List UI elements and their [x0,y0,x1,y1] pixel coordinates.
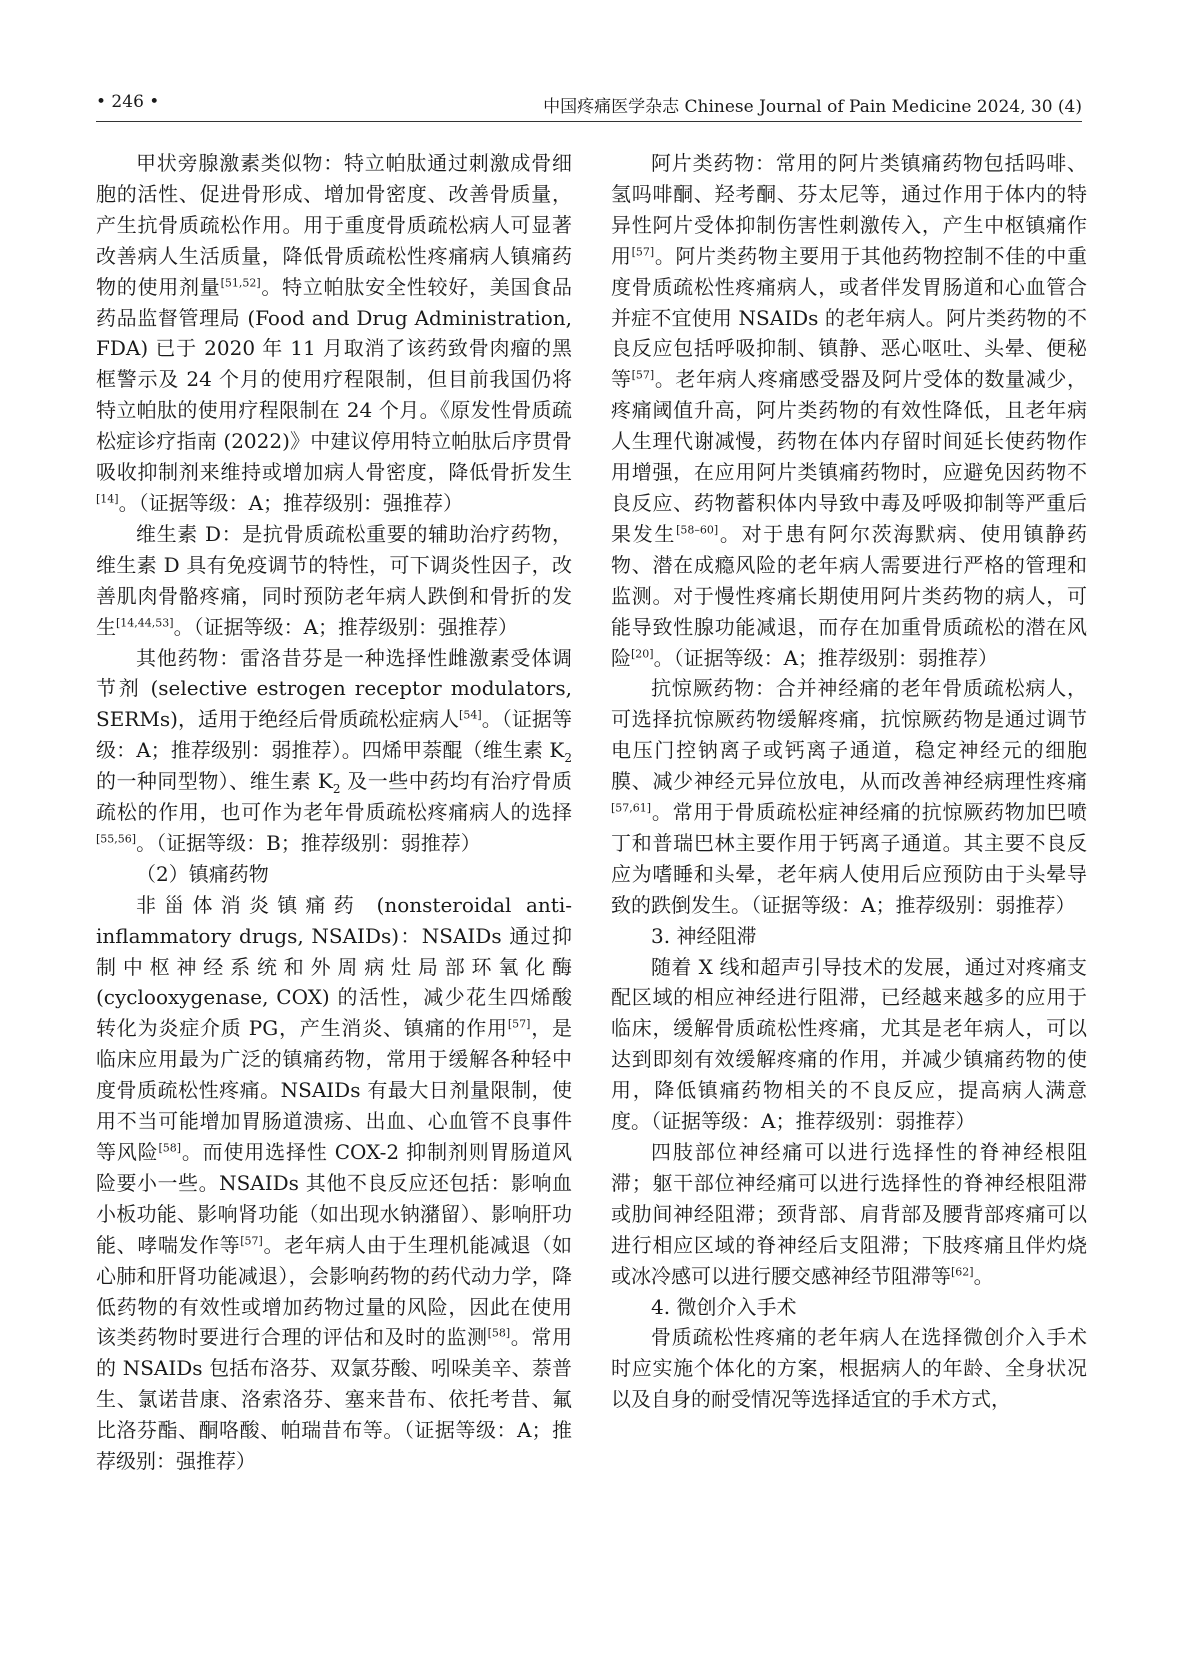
section-heading-analgesics: （2）镇痛药物 [136,861,269,886]
paragraph-nerve-block-sites: 四肢部位神经痛可以进行选择性的脊神经根阻滞；躯干部位神经痛可以进行选择性的脊神经根阻滞或肋间神经阻滞；颈背部、肩背部及腰背部疼痛可以进行相应区域的脊神经后支阻滞；下肢疼痛且伴灼烧或冰冷感可以进行腰交感神经节阻滞等[62]。 [611,1140,1087,1288]
citation: [58] [487,1326,511,1340]
subscript: 2 [332,782,341,797]
section-heading-nerve-block: 3. 神经阻滞 [651,923,757,948]
paragraph-nsaids: 非甾体消炎镇痛药 (nonsteroidal anti-inflammatory drugs, NSAIDs)：NSAIDs 通过抑制中枢神经系统和外周病灶局部环氧化酶 (cyclooxygenase, COX) 的活性，减少花生四烯酸转化为炎症介质 PG，产生消炎、镇痛的作用[57]，是临床应用最为广泛的镇痛药物，常用于缓解各种轻中度骨质疏松性疼痛。NSAIDs 有最大日剂量限制，使用不当可能增加胃肠道溃疡、出血、心血管不良事件等风险[58]。而使用选择性 COX-2 抑制剂则胃肠道风险要小一些。NSAIDs 其他不良反应还包括：影响血小板功能、影响肾功能（如出现水钠潴留）、影响肝功能、哮喘发作等[57]。老年病人由于生理机能减退（如心肺和肝肾功能减退），会影响药物的药代动力学，降低药物的有效性或增加药物过量的风险，因此在使用该类药物时要进行合理的评估和及时的监测[58]。常用的 NSAIDs 包括布洛芬、双氯芬酸、吲哚美辛、萘普生、氯诺昔康、洛索洛芬、塞来昔布、依托考昔、氟比洛芬酯、酮咯酸、帕瑞昔布等。（证据等级：A；推荐级别：强推荐） [96,892,573,1474]
citation: [55,56] [96,832,137,846]
citation: [58] [158,1141,182,1155]
citation: [14,44,53] [116,615,174,629]
citation: [14] [96,492,119,506]
paragraph-vitamin-d: 维生素 D：是抗骨质疏松重要的辅助治疗药物，维生素 D 具有免疫调节的特性，可下调炎性因子，改善肌肉骨骼疼痛，同时预防老年病人跌倒和骨折的发生[14,44,53]。（证据等级：A；推荐级别：强推荐） [96,521,572,639]
citation: [57] [507,1017,531,1031]
page-number: • 246 • [96,92,160,112]
citation: [58–60] [676,523,719,537]
citation: [57] [631,245,655,259]
left-column [96,148,572,1477]
paragraph-nerve-block-intro: 随着 X 线和超声引导技术的发展，通过对疼痛支配区域的相应神经进行阻滞，已经越来越多的应用于临床，缓解骨质疏松性疼痛，尤其是老年病人，可以达到即刻有效缓解疼痛的作用，并减少镇痛药物的使用，降低镇痛药物相关的不良反应，提高病人满意度。（证据等级：A；推荐级别：弱推荐） [611,954,1087,1134]
paragraph-minimally-invasive: 骨质疏松性疼痛的老年病人在选择微创介入手术时应实施个体化的方案，根据病人的年龄、全身状况以及自身的耐受情况等选择适宜的手术方式， [611,1325,1087,1412]
citation: [57] [240,1234,263,1248]
right-column [611,148,1087,1415]
paragraph-teriparatide: 甲状旁腺激素类似物：特立帕肽通过刺激成骨细胞的活性、促进骨形成、增加骨密度、改善骨质量，产生抗骨质疏松作用。用于重度骨质疏松病人可显著改善病人生活质量，降低骨质疏松性疼痛病人镇痛药物的使用剂量[51,52]。特立帕肽安全性较好，美国食品药品监督管理局 (Food and Drug Administration, FDA) 已于 2020 年 11 月取消了该药致骨肉瘤的黑框警示及 24 个月的使用疗程限制，但目前我国仍将特立帕肽的使用疗程限制在 24 个月。《原发性骨质疏松症诊疗指南 (2022)》中建议停用特立帕肽后序贯骨吸收抑制剂来维持或增加病人骨密度，降低骨折发生[14]。（证据等级：A；推荐级别：强推荐） [96,151,573,515]
citation: [54] [459,708,482,722]
running-header [96,92,1082,128]
citation: [51,52] [220,275,261,289]
journal-title: 中国疼痛医学杂志 Chinese Journal of Pain Medicine 2024, 30 (4) [543,97,1082,117]
citation: [57] [631,368,655,382]
section-heading-minimally-invasive: 4. 微创介入手术 [651,1294,797,1319]
paragraph-opioids: 阿片类药物：常用的阿片类镇痛药物包括吗啡、氢吗啡酮、羟考酮、芬太尼等，通过作用于体内的特异性阿片受体抑制伤害性刺激传入，产生中枢镇痛作用[57]。阿片类药物主要用于其他药物控制不佳的中重度骨质疏松性疼痛病人，或者伴发胃肠道和心血管合并症不宜使用 NSAIDs 的老年病人。阿片类药物的不良反应包括呼吸抑制、镇静、恶心呕吐、头晕、便秘等[57]。老年病人疼痛感受器及阿片受体的数量减少，疼痛阈值升高，阿片类药物的有效性降低，且老年病人生理代谢减慢，药物在体内存留时间延长使药物作用增强，在应用阿片类镇痛药物时，应避免因药物不良反应、药物蓄积体内导致中毒及呼吸抑制等严重后果发生[58–60]。对于患有阿尔茨海默病、使用镇静药物、潜在成瘾风险的老年病人需要进行严格的管理和监测。对于慢性疼痛长期使用阿片类药物的病人，可能导致性腺功能减退，而存在加重骨质疏松的潜在风险[20]。（证据等级：A；推荐级别：弱推荐） [611,151,1088,670]
subscript: 2 [564,751,572,766]
paragraph-anticonvulsants: 抗惊厥药物：合并神经痛的老年骨质疏松病人，可选择抗惊厥药物缓解疼痛，抗惊厥药物是通过调节电压门控钠离子或钙离子通道，稳定神经元的细胞膜、减少神经元异位放电，从而改善神经病理性疼痛[57,61]。常用于骨质疏松症神经痛的抗惊厥药物加巴喷丁和普瑞巴林主要作用于钙离子通道。其主要不良反应为嗜睡和头晕，老年病人使用后应预防由于头晕导致的跌倒发生。（证据等级：A；推荐级别：弱推荐） [611,676,1087,917]
header-rule [96,121,1082,122]
citation: [20] [631,646,654,660]
paragraph-other-drugs: 其他药物：雷洛昔芬是一种选择性雌激素受体调节剂 (selective estrogen receptor modulators, SERMs)，适用于绝经后骨质疏松症病人[54]。（证据等级：A；推荐级别：弱推荐）。四烯甲萘醌（维生素 $K_2$ 的一种同型物）、维生素 $K_2$ 及一些中药均有治疗骨质疏松的作用，也可作为老年骨质疏松疼痛病人的选择[55,56]。（证据等级：B；推荐级别：弱推荐） [96,645,572,855]
citation: [62] [951,1264,974,1278]
citation: [57,61] [611,801,652,815]
